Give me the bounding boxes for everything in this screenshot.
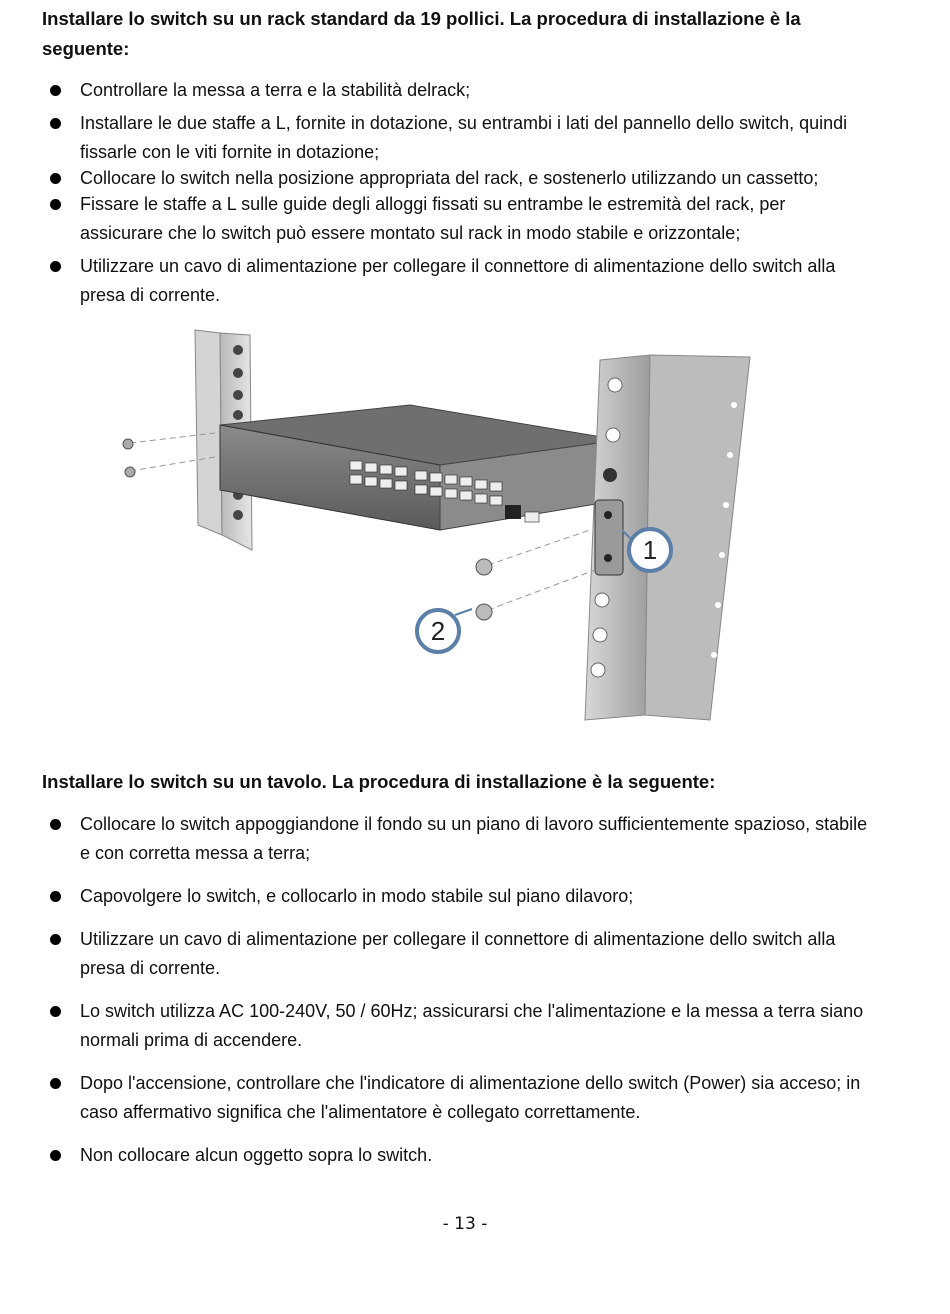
list-item: Collocare lo switch appoggiandone il fondo su un piano di lavoro sufficientemente spazioso, stabile e con corretta messa a terra; [42, 810, 872, 868]
bullet-icon [50, 199, 61, 210]
bullet-icon [50, 934, 61, 945]
list-item: Fissare le staffe a L sulle guide degli alloggi fissati su entrambe le estremità del rack, per assicurare che lo switch può essere montato sul rack in modo stabile e orizzontale; [42, 190, 872, 248]
bullet-icon [50, 1078, 61, 1089]
list-item: Utilizzare un cavo di alimentazione per collegare il connettore di alimentazione dello switch alla presa di corrente. [42, 252, 872, 310]
rack-install-steps [42, 76, 872, 314]
rack-install-heading: Installare lo switch su un rack standard da 19 pollici. La procedura di installazione è la seguente: [42, 8, 801, 59]
table-install-steps [42, 810, 872, 1184]
list-item: Lo switch utilizza AC 100-240V, 50 / 60Hz; assicurarsi che l'alimentazione e la messa a terra siano normali prima di accendere. [42, 997, 872, 1055]
bullet-icon [50, 819, 61, 830]
list-item: Non collocare alcun oggetto sopra lo switch. [42, 1141, 872, 1170]
list-item: Controllare la messa a terra e la stabilità delrack; [42, 76, 872, 105]
bullet-icon [50, 118, 61, 129]
callout-2 [417, 609, 472, 652]
list-item: Dopo l'accensione, controllare che l'indicatore di alimentazione dello switch (Power) sia acceso; in caso affermativo significa che l'alimentatore è collegato correttamente. [42, 1069, 872, 1127]
bullet-icon [50, 891, 61, 902]
page-number: - 13 - [442, 1214, 488, 1234]
table-install-heading: Installare lo switch su un tavolo. La procedura di installazione è la seguente: [42, 771, 716, 792]
list-item: Capovolgere lo switch, e collocarlo in modo stabile sul piano dilavoro; [42, 882, 872, 911]
bullet-icon [50, 261, 61, 272]
bullet-icon [50, 85, 61, 96]
bullet-icon [50, 1006, 61, 1017]
svg-text:2: 2 [430, 616, 446, 646]
bullet-icon [50, 173, 61, 184]
list-item: Installare le due staffe a L, fornite in dotazione, su entrambi i lati del pannello dello switch, quindi fissarle con le viti fornite in dotazione; [42, 109, 872, 167]
bullet-icon [50, 1150, 61, 1161]
rack-mount-illustration [110, 325, 790, 725]
switch-device [220, 405, 620, 530]
list-item: Utilizzare un cavo di alimentazione per collegare il connettore di alimentazione dello switch alla presa di corrente. [42, 925, 872, 983]
svg-text:1: 1 [642, 535, 658, 565]
list-item: Collocare lo switch nella posizione appropriata del rack, e sostenerlo utilizzando un cassetto; [42, 164, 872, 193]
